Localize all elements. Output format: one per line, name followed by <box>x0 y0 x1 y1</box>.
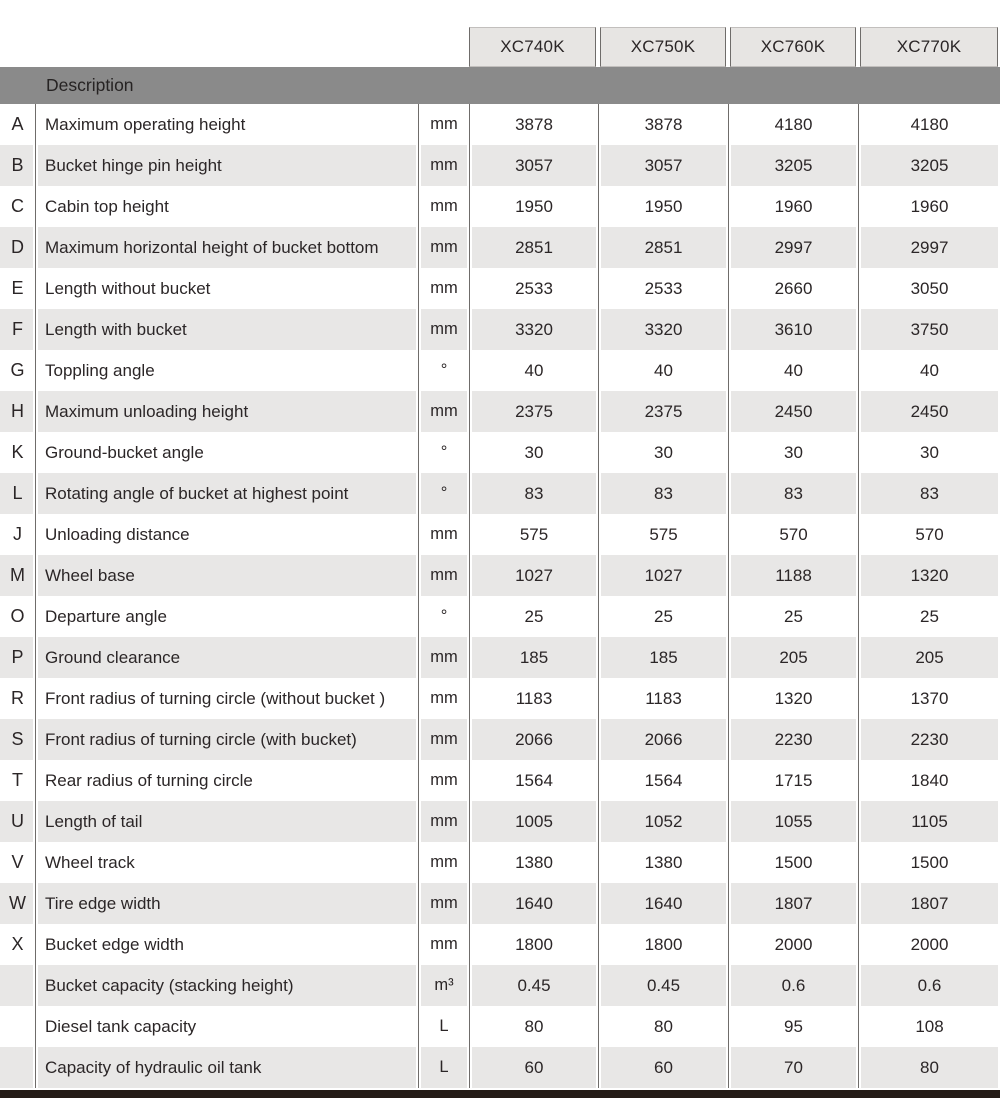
row-value: 1380 <box>469 842 598 883</box>
row-letter: H <box>0 391 35 432</box>
row-value: 1027 <box>598 555 728 596</box>
row-value: 30 <box>598 432 728 473</box>
row-description: Front radius of turning circle (without bucket ) <box>35 678 418 719</box>
row-letter: S <box>0 719 35 760</box>
row-unit: ° <box>418 432 469 473</box>
row-value: 3205 <box>858 145 1000 186</box>
description-band-label: Description <box>46 75 134 95</box>
row-value: 575 <box>469 514 598 555</box>
table-row <box>0 801 1000 842</box>
row-value: 95 <box>728 1006 858 1047</box>
row-value: 1564 <box>598 760 728 801</box>
row-value: 1950 <box>469 186 598 227</box>
row-value: 2660 <box>728 268 858 309</box>
row-value: 2851 <box>469 227 598 268</box>
row-letter: E <box>0 268 35 309</box>
row-value: 1105 <box>858 801 1000 842</box>
row-description: Diesel tank capacity <box>35 1006 418 1047</box>
row-description: Bucket edge width <box>35 924 418 965</box>
row-unit: L <box>418 1047 469 1088</box>
row-value: 1800 <box>469 924 598 965</box>
row-unit: mm <box>418 801 469 842</box>
table-row <box>0 842 1000 883</box>
row-unit: mm <box>418 391 469 432</box>
row-value: 2375 <box>469 391 598 432</box>
row-letter: C <box>0 186 35 227</box>
row-value: 108 <box>858 1006 1000 1047</box>
row-value: 2230 <box>858 719 1000 760</box>
row-value: 1370 <box>858 678 1000 719</box>
description-band <box>0 67 1000 104</box>
table-row <box>0 227 1000 268</box>
row-value: 83 <box>469 473 598 514</box>
table-row <box>0 391 1000 432</box>
row-value: 1052 <box>598 801 728 842</box>
row-unit: mm <box>418 637 469 678</box>
row-value: 1640 <box>469 883 598 924</box>
row-unit: mm <box>418 514 469 555</box>
row-description: Maximum operating height <box>35 104 418 145</box>
row-letter: R <box>0 678 35 719</box>
row-value: 2997 <box>728 227 858 268</box>
table-row <box>0 760 1000 801</box>
row-value: 2000 <box>858 924 1000 965</box>
row-description: Tire edge width <box>35 883 418 924</box>
row-unit: ° <box>418 350 469 391</box>
row-value: 1840 <box>858 760 1000 801</box>
row-value: 30 <box>728 432 858 473</box>
row-value: 205 <box>858 637 1000 678</box>
row-value: 40 <box>858 350 1000 391</box>
row-unit: mm <box>418 678 469 719</box>
row-value: 1564 <box>469 760 598 801</box>
row-value: 80 <box>858 1047 1000 1088</box>
row-description: Maximum unloading height <box>35 391 418 432</box>
table-row <box>0 432 1000 473</box>
row-value: 570 <box>858 514 1000 555</box>
model-header-spacer <box>0 27 467 67</box>
row-description: Maximum horizontal height of bucket bottom <box>35 227 418 268</box>
row-value: 1960 <box>858 186 1000 227</box>
row-value: 2066 <box>469 719 598 760</box>
row-value: 1320 <box>858 555 1000 596</box>
row-value: 1320 <box>728 678 858 719</box>
row-value: 83 <box>728 473 858 514</box>
row-unit: mm <box>418 760 469 801</box>
row-letter: K <box>0 432 35 473</box>
row-description: Capacity of hydraulic oil tank <box>35 1047 418 1088</box>
row-value: 1800 <box>598 924 728 965</box>
row-value: 3205 <box>728 145 858 186</box>
row-letter: V <box>0 842 35 883</box>
spec-table-body <box>0 104 1000 1088</box>
table-row <box>0 678 1000 719</box>
row-value: 570 <box>728 514 858 555</box>
row-letter: T <box>0 760 35 801</box>
row-value: 2851 <box>598 227 728 268</box>
row-description: Ground-bucket angle <box>35 432 418 473</box>
row-value: 40 <box>598 350 728 391</box>
row-value: 1183 <box>469 678 598 719</box>
row-letter: W <box>0 883 35 924</box>
row-letter: D <box>0 227 35 268</box>
row-value: 575 <box>598 514 728 555</box>
row-value: 25 <box>469 596 598 637</box>
table-row <box>0 965 1000 1006</box>
row-value: 40 <box>728 350 858 391</box>
row-value: 2230 <box>728 719 858 760</box>
row-unit: mm <box>418 268 469 309</box>
row-letter: U <box>0 801 35 842</box>
row-letter: X <box>0 924 35 965</box>
spec-table <box>0 104 1000 1088</box>
row-value: 2533 <box>598 268 728 309</box>
row-value: 2450 <box>728 391 858 432</box>
row-unit: mm <box>418 104 469 145</box>
table-row <box>0 268 1000 309</box>
row-letter: P <box>0 637 35 678</box>
row-description: Length without bucket <box>35 268 418 309</box>
row-value: 0.45 <box>469 965 598 1006</box>
row-value: 80 <box>598 1006 728 1047</box>
row-value: 4180 <box>728 104 858 145</box>
table-row <box>0 473 1000 514</box>
model-header-xc740k: XC740K <box>469 27 596 67</box>
row-value: 25 <box>728 596 858 637</box>
row-value: 60 <box>469 1047 598 1088</box>
row-value: 1807 <box>728 883 858 924</box>
row-value: 3050 <box>858 268 1000 309</box>
model-header-xc750k: XC750K <box>600 27 726 67</box>
row-unit: ° <box>418 596 469 637</box>
table-row <box>0 104 1000 145</box>
row-value: 70 <box>728 1047 858 1088</box>
row-description: Rear radius of turning circle <box>35 760 418 801</box>
row-letter: G <box>0 350 35 391</box>
row-unit: L <box>418 1006 469 1047</box>
row-description: Front radius of turning circle (with bucket) <box>35 719 418 760</box>
row-value: 3878 <box>598 104 728 145</box>
row-value: 185 <box>598 637 728 678</box>
row-description: Departure angle <box>35 596 418 637</box>
row-description: Rotating angle of bucket at highest point <box>35 473 418 514</box>
row-value: 3057 <box>598 145 728 186</box>
row-value: 83 <box>858 473 1000 514</box>
row-value: 1005 <box>469 801 598 842</box>
row-letter: F <box>0 309 35 350</box>
row-letter: J <box>0 514 35 555</box>
row-unit: mm <box>418 719 469 760</box>
row-value: 2000 <box>728 924 858 965</box>
table-row <box>0 924 1000 965</box>
row-description: Length of tail <box>35 801 418 842</box>
row-value: 3878 <box>469 104 598 145</box>
table-row <box>0 596 1000 637</box>
row-value: 2066 <box>598 719 728 760</box>
row-value: 2997 <box>858 227 1000 268</box>
table-row <box>0 883 1000 924</box>
row-description: Wheel base <box>35 555 418 596</box>
row-value: 185 <box>469 637 598 678</box>
table-row <box>0 186 1000 227</box>
row-value: 3750 <box>858 309 1000 350</box>
model-header-xc770k: XC770K <box>860 27 998 67</box>
row-value: 1027 <box>469 555 598 596</box>
table-row <box>0 350 1000 391</box>
table-row <box>0 309 1000 350</box>
bottom-divider-bar <box>0 1090 1000 1098</box>
row-unit: mm <box>418 309 469 350</box>
row-description: Bucket capacity (stacking height) <box>35 965 418 1006</box>
row-unit: mm <box>418 924 469 965</box>
row-value: 1640 <box>598 883 728 924</box>
row-letter: B <box>0 145 35 186</box>
row-value: 25 <box>858 596 1000 637</box>
row-letter: A <box>0 104 35 145</box>
table-row <box>0 555 1000 596</box>
row-description: Length with bucket <box>35 309 418 350</box>
row-value: 30 <box>858 432 1000 473</box>
row-value: 1188 <box>728 555 858 596</box>
row-letter <box>0 1047 35 1088</box>
row-value: 3320 <box>469 309 598 350</box>
row-value: 1715 <box>728 760 858 801</box>
row-description: Toppling angle <box>35 350 418 391</box>
row-letter <box>0 1006 35 1047</box>
table-row <box>0 637 1000 678</box>
row-value: 1055 <box>728 801 858 842</box>
row-value: 0.6 <box>728 965 858 1006</box>
row-value: 3320 <box>598 309 728 350</box>
row-description: Unloading distance <box>35 514 418 555</box>
row-value: 30 <box>469 432 598 473</box>
row-description: Wheel track <box>35 842 418 883</box>
row-value: 4180 <box>858 104 1000 145</box>
row-value: 40 <box>469 350 598 391</box>
row-value: 0.45 <box>598 965 728 1006</box>
row-unit: ° <box>418 473 469 514</box>
row-letter: L <box>0 473 35 514</box>
row-unit: mm <box>418 555 469 596</box>
row-value: 0.6 <box>858 965 1000 1006</box>
row-value: 2533 <box>469 268 598 309</box>
row-value: 3610 <box>728 309 858 350</box>
table-row <box>0 1006 1000 1047</box>
row-value: 2375 <box>598 391 728 432</box>
row-value: 80 <box>469 1006 598 1047</box>
table-row <box>0 514 1000 555</box>
row-value: 3057 <box>469 145 598 186</box>
row-value: 1183 <box>598 678 728 719</box>
row-unit: mm <box>418 227 469 268</box>
model-header-row <box>0 27 1000 67</box>
row-value: 1500 <box>858 842 1000 883</box>
table-row <box>0 719 1000 760</box>
row-value: 2450 <box>858 391 1000 432</box>
row-letter: M <box>0 555 35 596</box>
table-row <box>0 145 1000 186</box>
row-value: 1950 <box>598 186 728 227</box>
row-value: 60 <box>598 1047 728 1088</box>
row-value: 1380 <box>598 842 728 883</box>
row-unit: mm <box>418 145 469 186</box>
model-header-xc760k: XC760K <box>730 27 856 67</box>
row-description: Ground clearance <box>35 637 418 678</box>
row-value: 205 <box>728 637 858 678</box>
row-unit: m³ <box>418 965 469 1006</box>
row-letter <box>0 965 35 1006</box>
row-value: 83 <box>598 473 728 514</box>
row-letter: O <box>0 596 35 637</box>
table-row <box>0 1047 1000 1088</box>
row-unit: mm <box>418 883 469 924</box>
row-value: 1807 <box>858 883 1000 924</box>
row-description: Bucket hinge pin height <box>35 145 418 186</box>
row-value: 25 <box>598 596 728 637</box>
row-value: 1960 <box>728 186 858 227</box>
row-unit: mm <box>418 186 469 227</box>
row-unit: mm <box>418 842 469 883</box>
row-value: 1500 <box>728 842 858 883</box>
row-description: Cabin top height <box>35 186 418 227</box>
